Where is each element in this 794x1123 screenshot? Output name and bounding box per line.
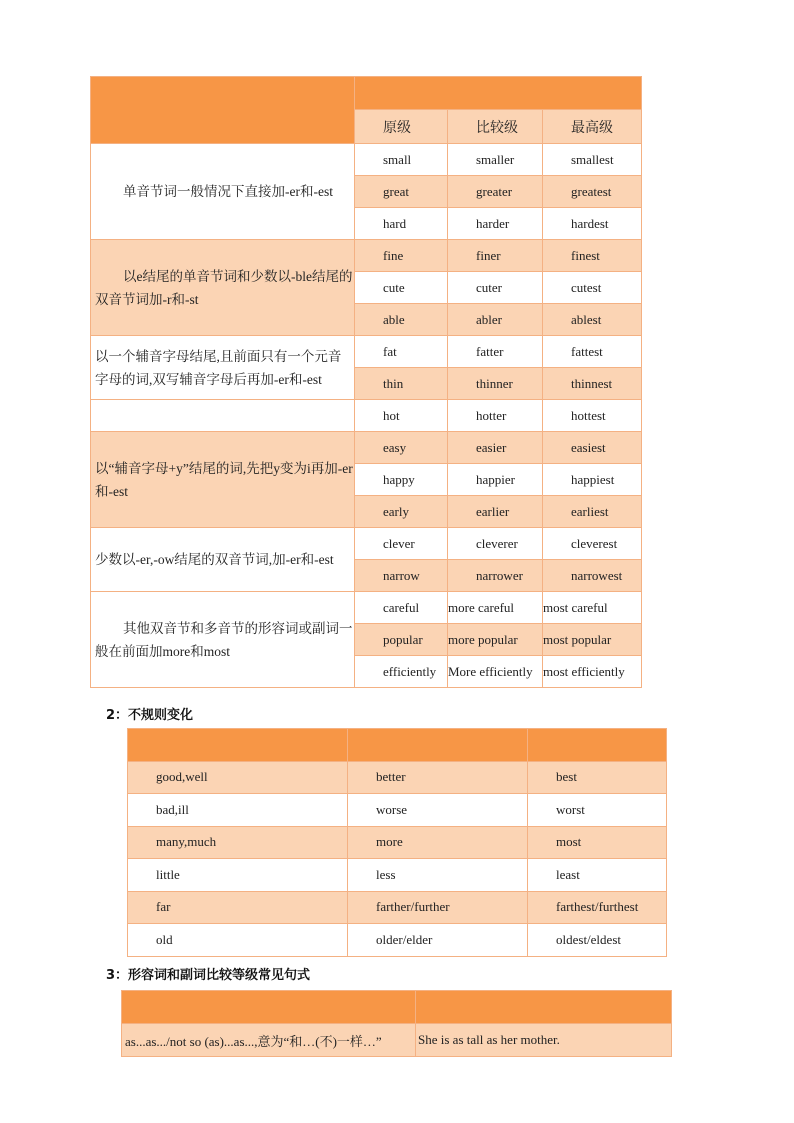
comparative-form: better (348, 761, 528, 794)
comparative-form: cleverer (448, 528, 543, 560)
table-row (91, 592, 642, 624)
rule-text: 以“辅音字母+y”结尾的词,先把y变为i再加-er和-est (95, 460, 353, 499)
irregular-forms-table (127, 728, 667, 957)
base-form: small (355, 144, 448, 176)
table-row (128, 924, 667, 957)
superlative-form: cleverest (543, 528, 642, 560)
comparative-form: finer (448, 240, 543, 272)
superlative-form: best (528, 761, 667, 794)
table-row (91, 400, 642, 432)
base-form: efficiently (355, 656, 448, 688)
base-form: narrow (355, 560, 448, 592)
column-header-superlative: 最高级 (543, 110, 642, 144)
superlative-form: happiest (543, 464, 642, 496)
comparative-form: greater (448, 176, 543, 208)
base-form: hard (355, 208, 448, 240)
superlative-form: hardest (543, 208, 642, 240)
superlative-form: worst (528, 794, 667, 827)
comparative-form: More efficiently (448, 656, 543, 688)
base-form: bad,ill (128, 794, 348, 827)
base-form: able (355, 304, 448, 336)
base-form: happy (355, 464, 448, 496)
table-row (91, 432, 642, 464)
superlative-form: greatest (543, 176, 642, 208)
rule-text: 以一个辅音字母结尾,且前面只有一个元音字母的词,双写辅音字母后再加-er和-est (95, 348, 342, 387)
superlative-form: fattest (543, 336, 642, 368)
table-row (128, 826, 667, 859)
comparative-form: more (348, 826, 528, 859)
pattern-header (122, 991, 416, 1024)
rule-text: 其他双音节和多音节的形容词或副词一般在前面加more和most (95, 620, 353, 659)
comparative-form: more careful (448, 592, 543, 624)
base-form: many,much (128, 826, 348, 859)
forms-header-cell (355, 77, 642, 110)
comparative-form: earlier (448, 496, 543, 528)
base-form: easy (355, 432, 448, 464)
base-form: little (128, 859, 348, 892)
sentence-patterns-table (121, 990, 672, 1057)
table-row (128, 891, 667, 924)
base-form: thin (355, 368, 448, 400)
base-form: far (128, 891, 348, 924)
table-row (91, 336, 642, 368)
sentence-pattern: as...as.../not so (as)...as...,意为“和…(不)一样…” (122, 1024, 416, 1057)
irregular-header-comparative (348, 729, 528, 762)
rule-text: 单音节词一般情况下直接加-er和-est (123, 184, 333, 199)
rule-description (91, 400, 355, 432)
base-form: fine (355, 240, 448, 272)
superlative-form: oldest/eldest (528, 924, 667, 957)
superlative-form: ablest (543, 304, 642, 336)
comparative-form: worse (348, 794, 528, 827)
comparative-form: less (348, 859, 528, 892)
superlative-form: finest (543, 240, 642, 272)
comparative-form: harder (448, 208, 543, 240)
superlative-form: cutest (543, 272, 642, 304)
section-title-irregular: 2：不规则变化 (106, 708, 194, 723)
irregular-header-base (128, 729, 348, 762)
base-form: fat (355, 336, 448, 368)
table-row (122, 1024, 672, 1057)
regular-comparison-table (90, 76, 642, 688)
base-form: old (128, 924, 348, 957)
superlative-form: farthest/furthest (528, 891, 667, 924)
base-form: great (355, 176, 448, 208)
section-title-sentence-patterns: 3：形容词和副词比较等级常见句式 (106, 968, 311, 983)
comparative-form: older/elder (348, 924, 528, 957)
superlative-form: smallest (543, 144, 642, 176)
table-row (128, 794, 667, 827)
comparative-form: hotter (448, 400, 543, 432)
rule-description (91, 432, 355, 528)
superlative-form: most (528, 826, 667, 859)
rule-description (91, 240, 355, 336)
comparative-form: cuter (448, 272, 543, 304)
example-header (416, 991, 672, 1024)
base-form: popular (355, 624, 448, 656)
comparative-form: abler (448, 304, 543, 336)
base-form: good,well (128, 761, 348, 794)
rule-description (91, 528, 355, 592)
comparative-form: happier (448, 464, 543, 496)
example-sentence: She is as tall as her mother. (416, 1024, 672, 1057)
superlative-form: hottest (543, 400, 642, 432)
rule-description (91, 336, 355, 400)
rule-description (91, 592, 355, 688)
superlative-form: most popular (543, 624, 642, 656)
comparative-form: fatter (448, 336, 543, 368)
column-header-comparative: 比较级 (448, 110, 543, 144)
comparative-form: smaller (448, 144, 543, 176)
table-row (91, 144, 642, 176)
base-form: hot (355, 400, 448, 432)
table-row (128, 761, 667, 794)
base-form: early (355, 496, 448, 528)
superlative-form: thinnest (543, 368, 642, 400)
superlative-form: least (528, 859, 667, 892)
comparative-form: easier (448, 432, 543, 464)
comparative-form: farther/further (348, 891, 528, 924)
table-row (91, 240, 642, 272)
base-form: clever (355, 528, 448, 560)
superlative-form: earliest (543, 496, 642, 528)
comparative-form: more popular (448, 624, 543, 656)
superlative-form: most efficiently (543, 656, 642, 688)
table-row (128, 859, 667, 892)
irregular-header-superlative (528, 729, 667, 762)
comparative-form: narrower (448, 560, 543, 592)
rule-header-cell (91, 77, 355, 144)
comparative-form: thinner (448, 368, 543, 400)
rule-description (91, 144, 355, 240)
rule-text: 少数以-er,-ow结尾的双音节词,加-er和-est (95, 552, 334, 567)
base-form: careful (355, 592, 448, 624)
table-row (91, 528, 642, 560)
superlative-form: narrowest (543, 560, 642, 592)
superlative-form: most careful (543, 592, 642, 624)
column-header-base: 原级 (355, 110, 448, 144)
rule-text: 以e结尾的单音节词和少数以-ble结尾的双音节词加-r和-st (95, 268, 353, 307)
superlative-form: easiest (543, 432, 642, 464)
base-form: cute (355, 272, 448, 304)
